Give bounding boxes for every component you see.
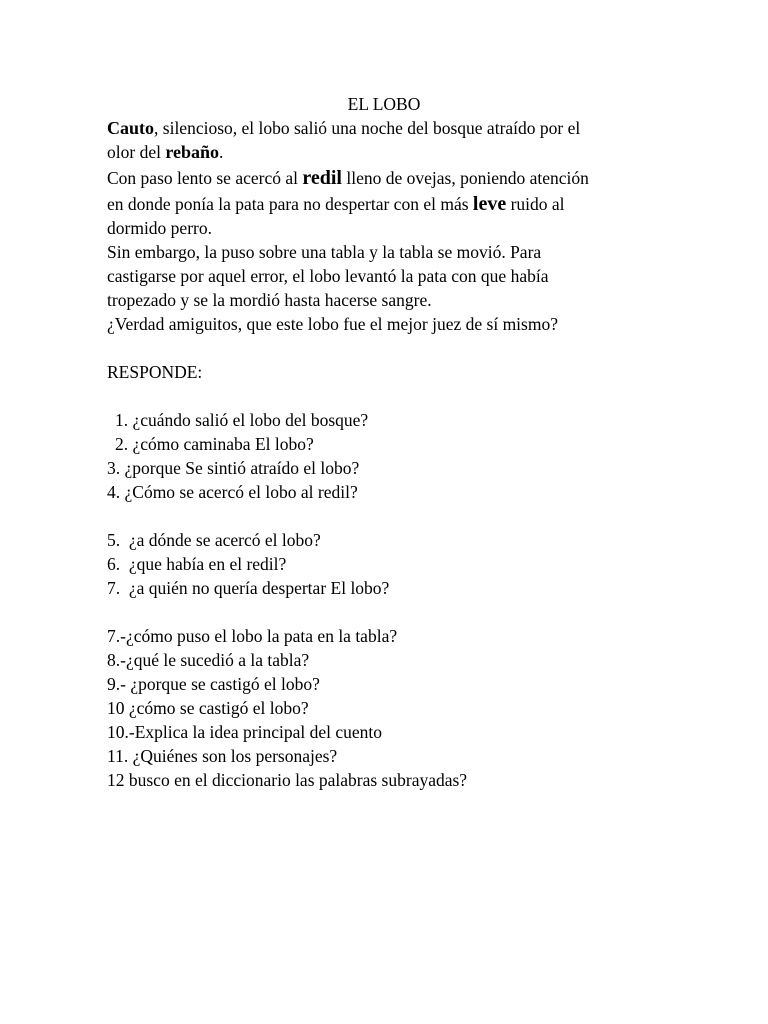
question-4: 4. ¿Cómo se acercó el lobo al redil?: [107, 482, 358, 502]
story-text: , silencioso, el lobo salió una noche del bosque atraído por el: [154, 118, 581, 138]
question-text: ¿cómo caminaba El lobo?: [132, 434, 314, 454]
question-number: 1.: [115, 410, 129, 430]
question-7: 7. ¿a quién no quería despertar El lobo?: [107, 578, 390, 598]
story-line-7: castigarse por aquel error, el lobo levantó la pata con que había: [107, 266, 549, 286]
question-1: [115, 408, 368, 432]
bold-word-cauto: Cauto: [107, 118, 155, 138]
story-line-5: dormido perro.: [107, 218, 212, 238]
story-line-9: ¿Verdad amiguitos, que este lobo fue el mejor juez de sí mismo?: [107, 314, 558, 334]
respond-heading: RESPONDE:: [107, 362, 203, 382]
bold-word-rebano: rebaño: [165, 142, 220, 162]
story-text: ruido al: [506, 194, 565, 214]
question-10: 10 ¿cómo se castigó el lobo?: [107, 698, 309, 718]
question-6: 6. ¿que había en el redil?: [107, 554, 287, 574]
question-5: 5. ¿a dónde se acercó el lobo?: [107, 530, 321, 550]
story-text: olor del: [107, 142, 166, 162]
question-7b: 7.-¿cómo puso el lobo la pata en la tabla?: [107, 626, 398, 646]
story-text: lleno de ovejas, poniendo atención: [342, 168, 589, 188]
story-line-6: Sin embargo, la puso sobre una tabla y la tabla se movió. Para: [107, 242, 542, 262]
document-title: EL LOBO: [347, 94, 421, 114]
question-8: 8.-¿qué le sucedió a la tabla?: [107, 650, 310, 670]
story-text: .: [219, 142, 224, 162]
question-2: [115, 432, 314, 456]
bold-word-leve: leve: [472, 193, 507, 215]
story-line-4: [107, 192, 565, 216]
question-9: 9.- ¿porque se castigó el lobo?: [107, 674, 320, 694]
question-number: 2.: [115, 434, 129, 454]
story-line-8: tropezado y se la mordió hasta hacerse sangre.: [107, 290, 432, 310]
story-text: Con paso lento se acercó al: [107, 168, 303, 188]
story-text: en donde ponía la pata para no despertar con el más: [107, 194, 473, 214]
story-line-3: [107, 166, 589, 190]
question-12: 12 busco en el diccionario las palabras subrayadas?: [107, 770, 468, 790]
question-text: ¿cuándo salió el lobo del bosque?: [132, 410, 369, 430]
story-line-2: [107, 140, 223, 164]
question-10b: 10.-Explica la idea principal del cuento: [107, 722, 383, 742]
story-line-1: [107, 116, 580, 140]
question-3: 3. ¿porque Se sintió atraído el lobo?: [107, 458, 360, 478]
bold-word-redil: redil: [302, 167, 342, 189]
question-11: 11. ¿Quiénes son los personajes?: [107, 746, 338, 766]
